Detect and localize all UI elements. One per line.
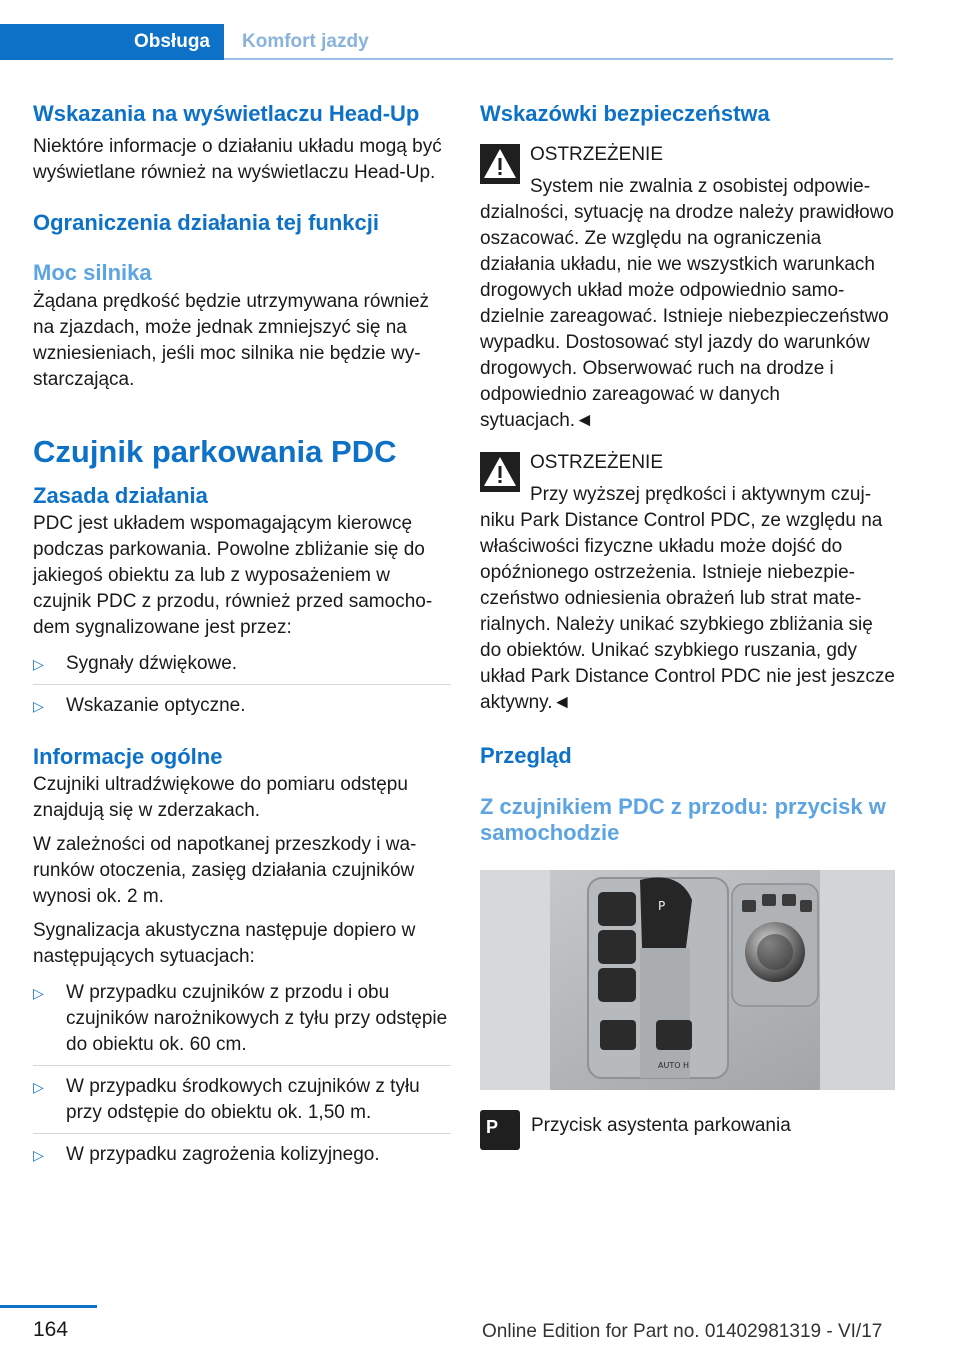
general-p1: Czujniki ultradźwiękowe do pomiaru odstępu znajdują się w zderzakach.: [33, 774, 408, 821]
parking-assistant-button-icon: P: [480, 1110, 520, 1150]
principle-text: PDC jest układem wspomagającym kierowcę podczas parkowania. Powolne zbliżanie się do jakiegoś obiektu za lub z wyposażeniem w czujnik PDC z przodu, również przed samochodem sygnalizowane jest przez:: [33, 513, 433, 638]
button-caption: [480, 1110, 895, 1150]
warning-triangle-icon: [480, 144, 520, 184]
left-column: [33, 100, 451, 1168]
page-number: 164: [33, 1318, 69, 1341]
warning-title: OSTRZEŻENIE: [530, 452, 664, 473]
bullet-icon: ▷: [33, 1079, 44, 1095]
list-item: [33, 1074, 451, 1126]
safety-heading: Wskazówki bezpieczeństwa: [480, 101, 770, 126]
divider: [33, 684, 451, 685]
front-pdc-heading: Z czujnikiem PDC z przodu: przycisk w samochodzie: [480, 794, 886, 845]
edition-note: Online Edition for Part no. 01402981319 - VI/17: [482, 1321, 883, 1342]
general-list: [33, 980, 451, 1168]
principle-heading: Zasada działania: [33, 483, 208, 508]
divider: [33, 1133, 451, 1134]
hud-text: Niektóre informacje o działaniu układu mogą być wyświetlane również na wyświetlaczu Head-Up.: [33, 136, 442, 183]
list-item-text: Sygnały dźwiękowe.: [66, 653, 238, 674]
warning-text: System nie zwalnia z osobistej odpowiedzialności, sytuację na drodze należy prawidłowo oszacować. Ze względu na ograniczenia działania układu, nie we wszystkich warunkach drogowych układ może odpowiednio samodzielnie zareagować. Istnieje niebezpieczeństwo wypadku. Dostosować styl jazdy do warunków drogowych. Obserwować ruch na drodze i odpowiednio zareagować w danych sytuacjach.◄: [480, 176, 895, 431]
list-item: [33, 980, 451, 1058]
list-item-text: W przypadku środkowych czujników z tyłu przy odstępie do obiektu ok. 1,50 m.: [66, 1076, 420, 1123]
warning-block: [480, 142, 895, 434]
general-p2: W zależności od napotkanej przeszkody i warunków otoczenia, zasięg działania czujników wynosi ok. 2 m.: [33, 834, 417, 907]
engine-text: Żądana prędkość będzie utrzymywana również na zjazdach, może jednak zmniejszyć się na wzniesieniach, jeśli moc silnika nie będzie wystarczająca.: [33, 291, 430, 390]
center-console-photo: [480, 870, 895, 1090]
limits-heading: Ograniczenia działania tej funkcji: [33, 210, 379, 235]
list-item: [33, 651, 451, 677]
tab-obsluga[interactable]: Obsługa: [0, 24, 224, 60]
tab-komfort-jazdy[interactable]: Komfort jazdy: [242, 31, 369, 52]
chapter-header: [0, 24, 893, 60]
general-p3: Sygnalizacja akustyczna następuje dopiero w następujących sytuacjach:: [33, 920, 416, 967]
bullet-icon: ▷: [33, 698, 44, 714]
list-item: [33, 1142, 451, 1168]
right-column: [480, 100, 895, 1150]
list-item-text: W przypadku zagrożenia kolizyjnego.: [66, 1144, 380, 1165]
divider: [33, 1065, 451, 1066]
bullet-icon: ▷: [33, 1147, 44, 1163]
header-rule: [224, 58, 893, 60]
warning-title: OSTRZEŻENIE: [530, 144, 664, 165]
pdc-title: Czujnik parkowania PDC: [33, 434, 397, 469]
warning-triangle-icon: [480, 452, 520, 492]
auto-h-label: AUTO H: [658, 1061, 690, 1070]
engine-heading: Moc silnika: [33, 260, 152, 285]
bullet-icon: ▷: [33, 656, 44, 672]
footer-rule: [0, 1305, 97, 1308]
overview-heading: Przegląd: [480, 743, 572, 768]
general-heading: Informacje ogólne: [33, 744, 223, 769]
caption-text: Przycisk asystenta parkowania: [531, 1115, 791, 1136]
hud-heading: Wskazania na wyświetlaczu Head-Up: [33, 101, 420, 126]
warning-block: [480, 450, 895, 716]
gear-p-label: P: [658, 899, 666, 913]
list-item: [33, 693, 451, 719]
list-item-text: Wskazanie optyczne.: [66, 695, 246, 716]
bullet-icon: ▷: [33, 985, 44, 1001]
warning-text: Przy wyższej prędkości i aktywnym czujniku Park Distance Control PDC, ze względu na właściwości fizyczne układu może dojść do opóźnionego ostrzeżenia. Istnieje niebezpieczeństwo odniesienia obrażeń lub strat materialnych. Należy unikać szybkiego zbliżania się do obiektów. Unikać szybkiego ruszania, gdy układ Park Distance Control PDC nie jest jeszcze aktywny.◄: [480, 484, 896, 713]
principle-list: [33, 651, 451, 719]
list-item-text: W przypadku czujników z przodu i obu czujników narożnikowych z tyłu przy odstępie do obiektu ok. 60 cm.: [66, 982, 448, 1055]
